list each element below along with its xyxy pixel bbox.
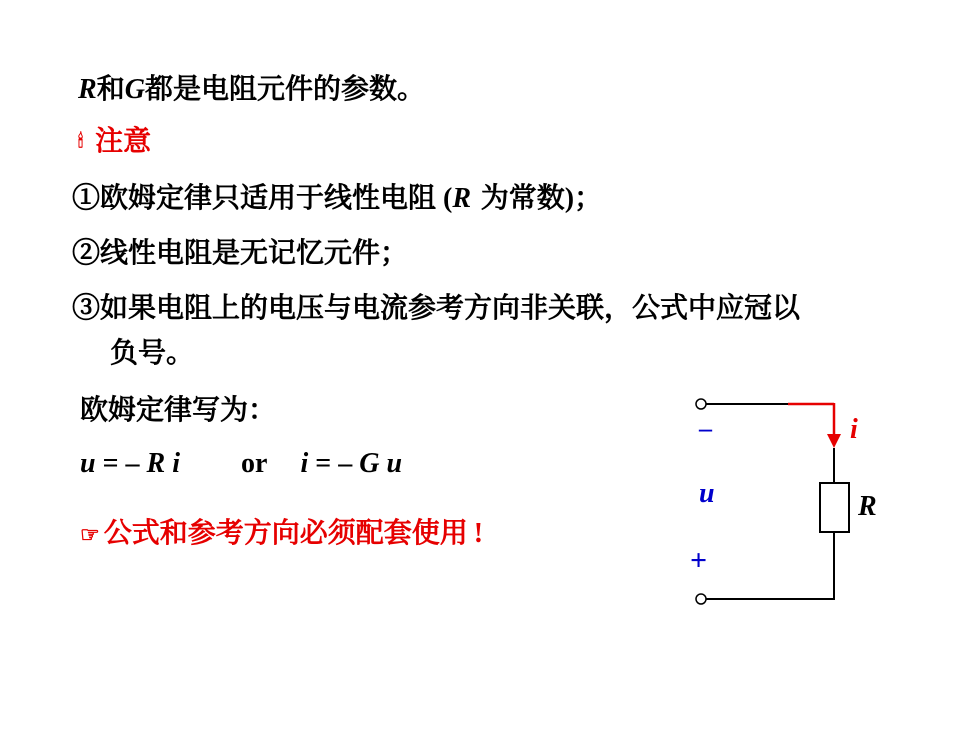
item-1-text: 欧姆定律只适用于线性电阻 [100, 181, 437, 214]
pointing-hand-icon: ☞ [80, 522, 100, 548]
ohm-law-title: 欧姆定律写为： [80, 393, 277, 426]
current-arrow-icon [827, 434, 841, 448]
bottom-terminal [696, 594, 706, 604]
resistor-symbol [820, 483, 849, 532]
top-terminal [696, 399, 706, 409]
item-1-paren-open: ( [436, 183, 453, 214]
item-2-marker: ② [72, 236, 101, 269]
line1-rest: 都是电阻元件的参数。 [144, 72, 425, 105]
item-3-text-line2: 负号。 [110, 336, 195, 369]
tip-exclamation: ! [473, 518, 484, 549]
formula-or: or [241, 448, 268, 479]
item-1-var-r: R [452, 183, 472, 214]
formula-eq1: = – [95, 448, 147, 479]
formula-u: u [80, 448, 96, 479]
formula-g: G [359, 448, 380, 479]
formula-eq2: = – [308, 448, 360, 479]
formula-r: R [146, 448, 166, 479]
text-and: 和 [96, 72, 125, 105]
resistor-label: R [858, 491, 877, 522]
candle-icon: 🕯 [78, 131, 84, 152]
item-1-marker: ① [72, 181, 101, 214]
note-label: 注意 [95, 124, 152, 157]
formula-u2: u [379, 448, 403, 479]
var-g: G [124, 74, 145, 105]
plus-sign: + [690, 544, 708, 577]
item-2-text: 线性电阻是无记忆元件； [100, 236, 409, 269]
var-r: R [78, 74, 97, 105]
item-1-paren-close: )； [564, 183, 603, 214]
item-3-marker: ③ [72, 291, 101, 324]
item-3-text-line1: 如果电阻上的电压与电流参考方向非关联，公式中应冠以 [100, 291, 801, 324]
voltage-label: u [699, 478, 715, 509]
minus-sign: – [699, 414, 712, 443]
tip-text: 公式和参考方向必须配套使用 [103, 516, 468, 549]
formula-i1: i [165, 448, 181, 479]
item-1-paren-text: 为常数 [471, 181, 565, 214]
current-label: i [850, 414, 858, 445]
formula-i2: i [300, 448, 309, 479]
